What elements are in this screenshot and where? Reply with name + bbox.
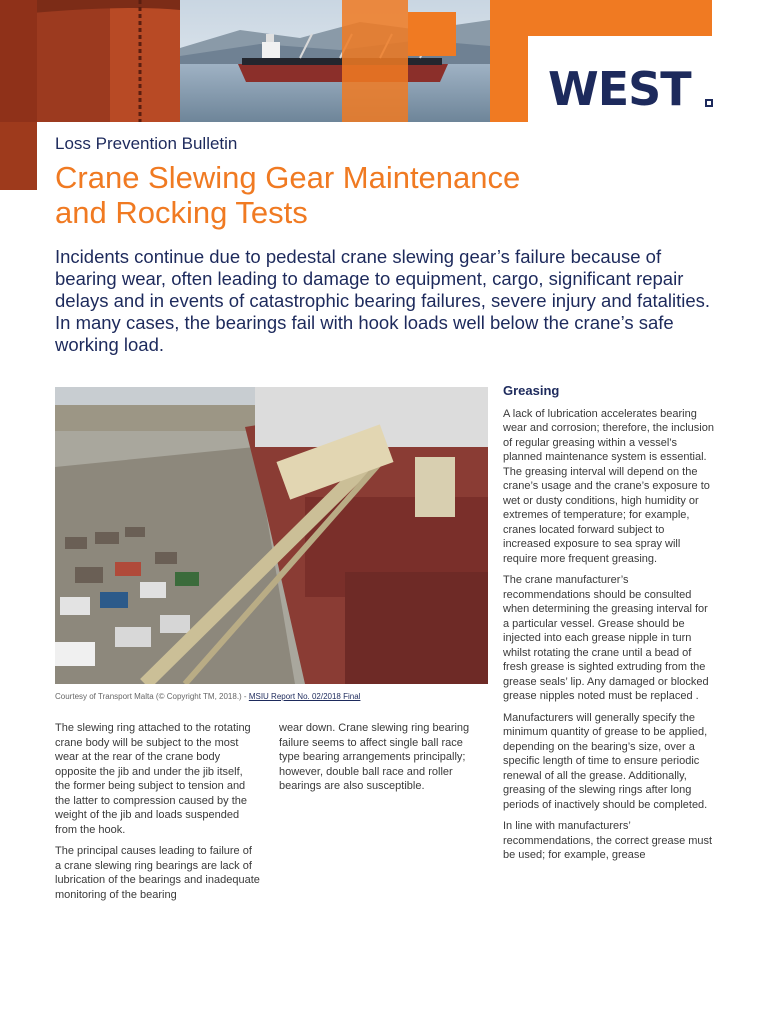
title-line-2: and Rocking Tests bbox=[55, 195, 308, 230]
crane-photo bbox=[55, 387, 488, 684]
photo-caption bbox=[55, 692, 360, 701]
header-orange-top bbox=[490, 0, 712, 36]
title-line-1: Crane Slewing Gear Maintenance bbox=[55, 160, 521, 195]
caption-text: Courtesy of Transport Malta (© Copyright TM, 2018.) - bbox=[55, 692, 249, 701]
body-paragraph: wear down. Crane slewing ring bearing failure seems to affect single ball race type bearing arrangements principally; however, double ball race and roller bearings are also susceptible. bbox=[279, 722, 470, 792]
west-logo: WEST bbox=[548, 62, 691, 116]
body-paragraph: A lack of lubrication accelerates bearing wear and corrosion; therefore, the inclusion of regular greasing within a vessel’s planned maintenance system is essential. The greasing interval will depend on the crane’s usage and the crane’s exposure to wet or dusty conditions, high humidity or extremes of temperature; for example, cranes located forward subject to increased exposure to sea spray will require more frequent greasing. bbox=[503, 407, 714, 565]
intro-paragraph: Incidents continue due to pedestal crane slewing gear’s failure because of bearing wear, often leading to damage to equipment, cargo, significant repair delays and in events of catastrophic bearing failures, severe injury and fatalities. In many cases, the bearings fail with hook loads well below the crane’s safe working load. bbox=[55, 246, 711, 355]
body-paragraph: The slewing ring attached to the rotating crane body will be subject to the most wear at the rear of the crane body opposite the jib and under the jib itself, the former being subject to tension and the latter to compression caused by the weight of the jib and loads suspended from the hook. bbox=[55, 722, 251, 836]
greasing-section bbox=[503, 384, 715, 870]
header-orange-square bbox=[408, 12, 456, 56]
header-orange-side bbox=[490, 36, 528, 122]
header-accent-strip bbox=[0, 122, 37, 190]
body-column-middle bbox=[279, 721, 474, 801]
section-heading-greasing: Greasing bbox=[503, 383, 560, 398]
header-orange-bar bbox=[342, 0, 408, 122]
body-paragraph: Manufacturers will generally specify the minimum quantity of grease to be applied, depending on the bearing’s size, over a specific length of time to ensure periodic renewal of all the grease. Additionally, greasing of the slewing rings after long periods of inactively should be completed. bbox=[503, 711, 708, 811]
body-column-left bbox=[55, 721, 260, 909]
body-paragraph: In line with manufacturers’ recommendations, the correct grease must be used; for example, grease bbox=[503, 820, 713, 861]
logo-dot-icon bbox=[705, 99, 713, 107]
page-title bbox=[55, 160, 655, 230]
body-paragraph: The principal causes leading to failure of a crane slewing ring bearings are lack of lubrication of the bearings and inadequate monitoring of the bearing bbox=[55, 845, 260, 901]
bulletin-label: Loss Prevention Bulletin bbox=[55, 134, 238, 153]
body-paragraph: The crane manufacturer’s recommendations should be consulted when determining the greasing interval for a particular vessel. Grease should be injected into each grease nipple in turn whilst rotating the crane until a bead of fresh grease is sighted extruding from the grease seals’ lip. Any damaged or blocked grease nipples noted must be replaced . bbox=[503, 574, 709, 702]
caption-report-link[interactable]: MSIU Report No. 02/2018 Final bbox=[248, 692, 361, 701]
